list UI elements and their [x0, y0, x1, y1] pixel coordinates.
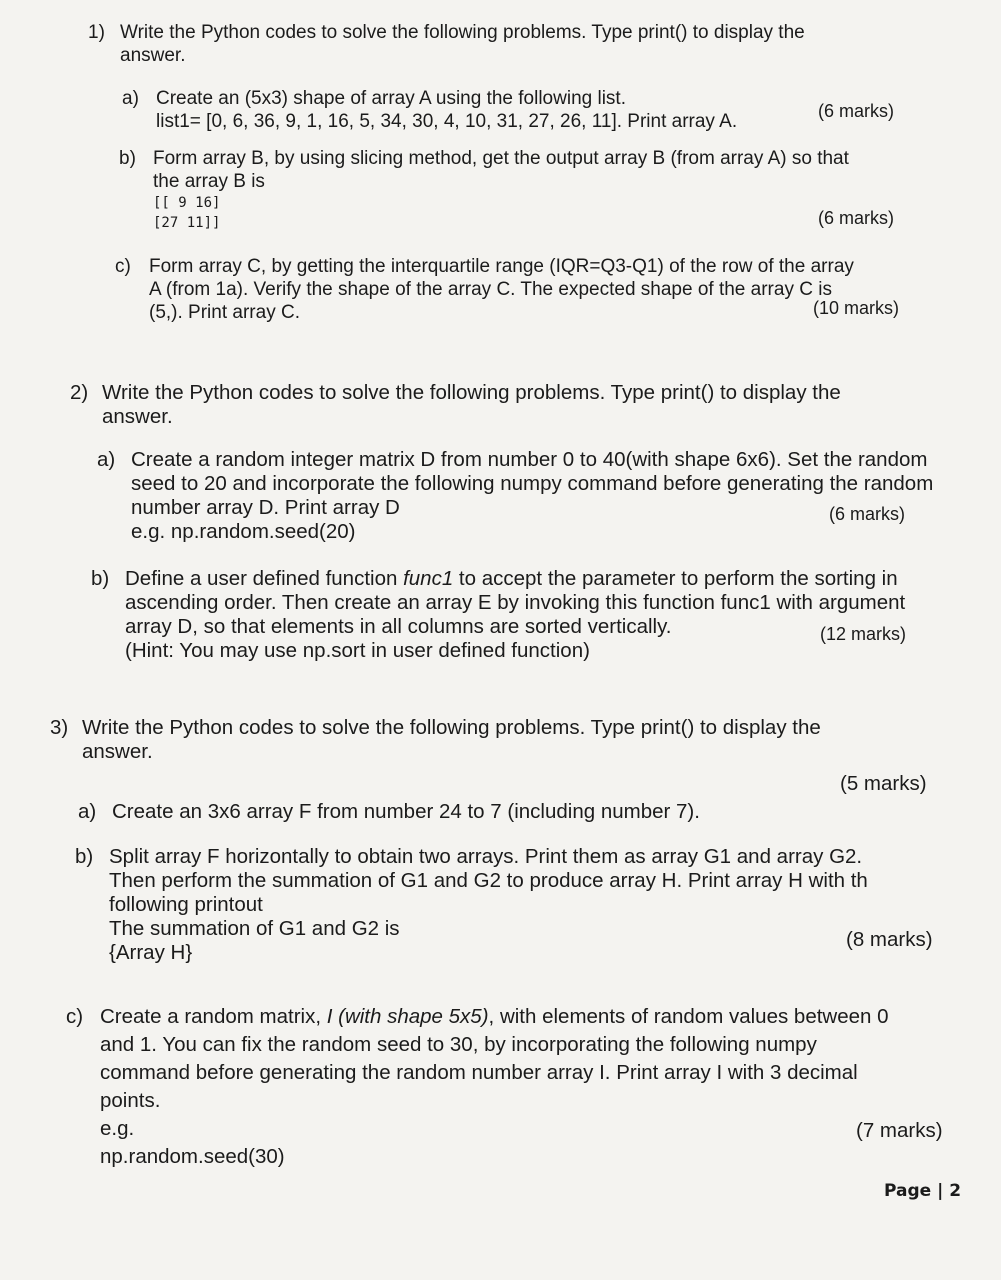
- question-text-line: answer.: [102, 405, 173, 428]
- sub-text-line: the array B is: [153, 171, 265, 192]
- question-3c: [66, 1003, 976, 1171]
- marks: (6 marks): [829, 504, 905, 524]
- marks: (6 marks): [818, 208, 894, 228]
- question-text-line: Write the Python codes to solve the following problems. Type print() to display the: [120, 22, 805, 43]
- sub-text-line: Create an 3x6 array F from number 24 to 7 (including number 7).: [112, 800, 700, 823]
- sub-text-line: Split array F horizontally to obtain two arrays. Print them as array G1 and array G2.: [109, 845, 863, 868]
- marks: (5 marks): [840, 772, 927, 795]
- matrix-name: I (with shape 5x5): [326, 1005, 489, 1028]
- sub-text-line: e.g.: [100, 1117, 135, 1140]
- sub-label: a): [97, 448, 116, 471]
- question-3b: [75, 845, 945, 965]
- question-2b: [91, 567, 956, 663]
- question-number: 3): [50, 716, 69, 739]
- sub-text-line: following printout: [109, 893, 263, 916]
- question-text-line: Write the Python codes to solve the following problems. Type print() to display the: [82, 716, 821, 739]
- sub-text-line: Define a user defined function func1 to accept the parameter to perform the sorting in: [125, 567, 898, 590]
- sub-text-line: np.random.seed(30): [100, 1145, 285, 1168]
- question-2a: [97, 448, 952, 544]
- sub-label: c): [115, 256, 131, 277]
- question-1c: [115, 255, 915, 324]
- sub-label: a): [122, 88, 139, 109]
- question-1b: [119, 147, 919, 233]
- sub-text-line: seed to 20 and incorporate the following numpy command before generating the random: [131, 472, 934, 495]
- question-3a: [78, 800, 838, 824]
- sub-text-line: number array D. Print array D: [131, 496, 400, 519]
- sub-text-line: e.g. np.random.seed(20): [131, 520, 356, 543]
- sub-label: c): [66, 1005, 84, 1028]
- sub-text-line: Form array B, by using slicing method, get the output array B (from array A) so that: [153, 148, 849, 169]
- marks: (8 marks): [846, 928, 933, 951]
- question-3: [50, 716, 930, 764]
- sub-text-line: Create a random matrix, I (with shape 5x5), with elements of random values between 0: [100, 1005, 889, 1028]
- question-1: [88, 21, 908, 67]
- question-text-line: answer.: [120, 45, 186, 66]
- code-output-line: [27 11]]: [153, 215, 221, 231]
- question-number: 2): [70, 381, 89, 404]
- question-1a: [122, 87, 912, 133]
- sub-text-line: and 1. You can fix the random seed to 30, by incorporating the following numpy: [100, 1033, 817, 1056]
- function-name: func1: [403, 567, 454, 590]
- sub-text-line: points.: [100, 1089, 161, 1112]
- page-number: Page | 2: [884, 1181, 962, 1201]
- question-text-line: Write the Python codes to solve the following problems. Type print() to display the: [102, 381, 841, 404]
- sub-text-line: command before generating the random number array I. Print array I with 3 decimal: [100, 1061, 858, 1084]
- sub-text-line: The summation of G1 and G2 is: [109, 917, 400, 940]
- sub-text-line: (5,). Print array C.: [149, 302, 300, 323]
- sub-text-line: Form array C, by getting the interquartile range (IQR=Q3-Q1) of the row of the array: [149, 256, 854, 277]
- sub-text-line: ascending order. Then create an array E by invoking this function func1 with argument: [125, 591, 906, 614]
- code-output-line: [[ 9 16]: [153, 195, 221, 211]
- sub-label: a): [78, 800, 97, 823]
- sub-text-line: list1= [0, 6, 36, 9, 1, 16, 5, 34, 30, 4, 10, 31, 27, 26, 11]. Print array A.: [156, 111, 738, 132]
- sub-text-line: (Hint: You may use np.sort in user defined function): [125, 639, 590, 662]
- marks: (6 marks): [818, 101, 894, 121]
- question-2: [70, 381, 920, 429]
- sub-text-line: array D, so that elements in all columns are sorted vertically.: [125, 615, 672, 638]
- sub-text-line: A (from 1a). Verify the shape of the array C. The expected shape of the array C is: [149, 279, 832, 300]
- sub-label: b): [119, 148, 136, 169]
- sub-text-line: Create a random integer matrix D from number 0 to 40(with shape 6x6). Set the random: [131, 448, 928, 471]
- sub-text-line: {Array H}: [109, 941, 193, 964]
- marks: (12 marks): [820, 624, 907, 644]
- sub-text-line: Then perform the summation of G1 and G2 to produce array H. Print array H with th: [109, 869, 868, 892]
- sub-label: b): [91, 567, 110, 590]
- question-number: 1): [88, 22, 105, 43]
- sub-text-line: Create an (5x3) shape of array A using the following list.: [156, 88, 626, 109]
- sub-label: b): [75, 845, 94, 868]
- question-text-line: answer.: [82, 740, 153, 763]
- marks: (10 marks): [813, 298, 900, 318]
- marks: (7 marks): [856, 1119, 943, 1142]
